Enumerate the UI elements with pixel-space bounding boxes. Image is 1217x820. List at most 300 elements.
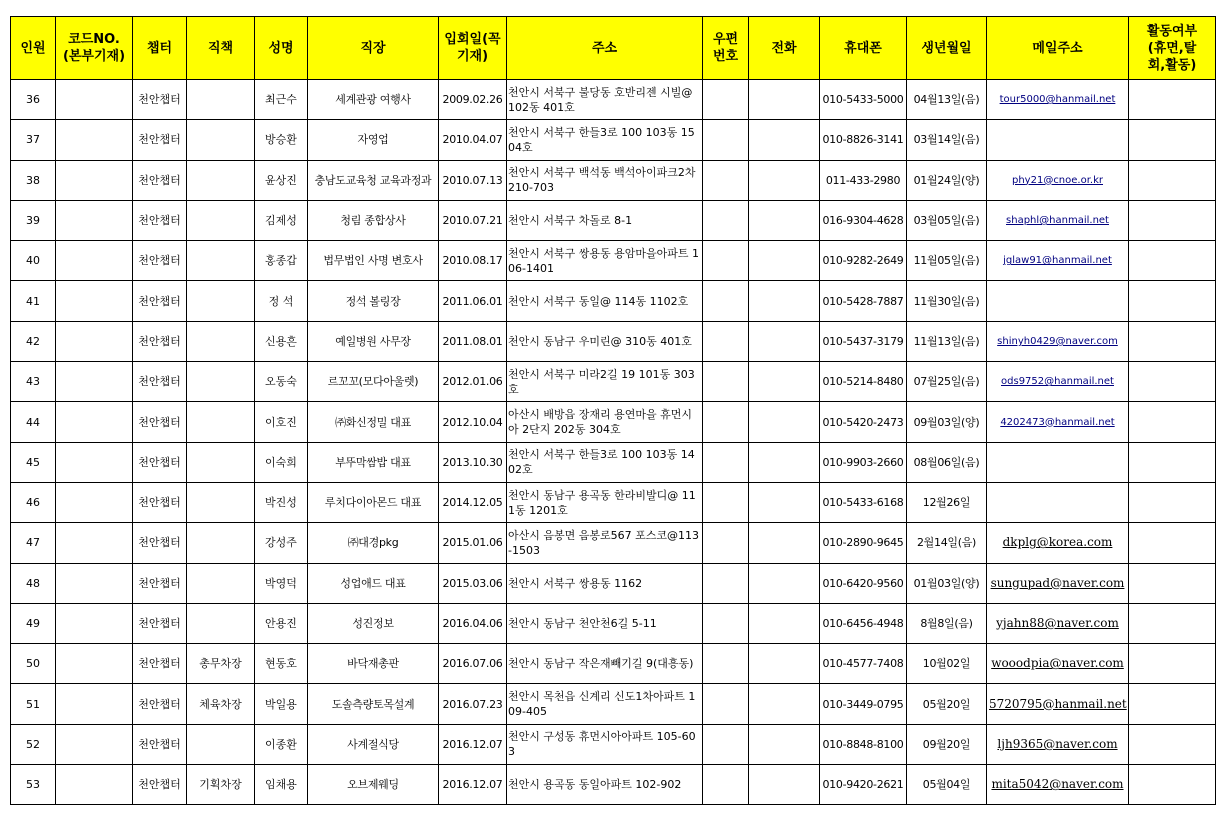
cell-address: 천안시 서북구 한들3로 100 103동 1504호	[507, 120, 703, 160]
cell-name: 박일용	[255, 684, 308, 724]
cell-name: 이숙희	[255, 442, 308, 482]
cell-code	[56, 321, 133, 361]
cell-phone	[749, 80, 820, 120]
cell-name: 김제성	[255, 200, 308, 240]
cell-chapter: 천안챕터	[133, 200, 187, 240]
cell-status	[1129, 160, 1216, 200]
cell-code	[56, 281, 133, 321]
cell-workplace: 예일병원 사무장	[308, 321, 439, 361]
cell-chapter: 천안챕터	[133, 160, 187, 200]
cell-workplace: 성업애드 대표	[308, 563, 439, 603]
cell-chapter: 천안챕터	[133, 241, 187, 281]
cell-workplace: 사계절식당	[308, 724, 439, 764]
cell-status	[1129, 200, 1216, 240]
cell-address: 천안시 서북구 차돌로 8-1	[507, 200, 703, 240]
cell-position	[187, 120, 255, 160]
cell-mobile: 016-9304-4628	[820, 200, 907, 240]
cell-mobile: 010-5433-6168	[820, 482, 907, 522]
cell-postal	[703, 160, 749, 200]
table-row	[11, 120, 1216, 160]
cell-address: 천안시 서북구 백석동 백석아이파크2차 210-703	[507, 160, 703, 200]
email-link[interactable]: yjahn88@naver.com	[996, 616, 1119, 630]
table-body	[11, 80, 1216, 805]
cell-address: 천안시 서북구 쌍용동 1162	[507, 563, 703, 603]
cell-no: 44	[11, 402, 56, 442]
cell-chapter: 천안챕터	[133, 603, 187, 643]
cell-position	[187, 563, 255, 603]
cell-no: 49	[11, 603, 56, 643]
column-header-workplace: 직장	[308, 17, 439, 80]
cell-status	[1129, 442, 1216, 482]
cell-chapter: 천안챕터	[133, 563, 187, 603]
cell-postal	[703, 241, 749, 281]
cell-mobile: 010-9282-2649	[820, 241, 907, 281]
cell-mobile: 010-9903-2660	[820, 442, 907, 482]
cell-joined: 2012.01.06	[439, 362, 507, 402]
cell-email	[987, 724, 1129, 764]
cell-joined: 2015.03.06	[439, 563, 507, 603]
cell-address: 아산시 배방읍 장재리 용연마을 휴먼시아 2단지 202동 304호	[507, 402, 703, 442]
cell-position	[187, 523, 255, 563]
cell-address: 천안시 서북구 동일@ 114동 1102호	[507, 281, 703, 321]
cell-code	[56, 80, 133, 120]
cell-position	[187, 281, 255, 321]
cell-no: 40	[11, 241, 56, 281]
cell-no: 48	[11, 563, 56, 603]
cell-phone	[749, 442, 820, 482]
cell-address: 천안시 동남구 작은재빼기길 9(대흥동)	[507, 644, 703, 684]
cell-code	[56, 523, 133, 563]
cell-birthday: 07월25일(음)	[907, 362, 987, 402]
cell-phone	[749, 724, 820, 764]
cell-name: 이호진	[255, 402, 308, 442]
table-row	[11, 241, 1216, 281]
cell-phone	[749, 321, 820, 361]
column-header-postal: 우편 번호	[703, 17, 749, 80]
cell-status	[1129, 80, 1216, 120]
cell-address: 천안시 동남구 천안천6길 5-11	[507, 603, 703, 643]
cell-email	[987, 442, 1129, 482]
table-row	[11, 402, 1216, 442]
cell-status	[1129, 644, 1216, 684]
cell-no: 42	[11, 321, 56, 361]
column-header-position: 직책	[187, 17, 255, 80]
email-link[interactable]: tour5000@hanmail.net	[999, 94, 1116, 106]
cell-chapter: 천안챕터	[133, 523, 187, 563]
cell-phone	[749, 160, 820, 200]
cell-status	[1129, 281, 1216, 321]
cell-status	[1129, 402, 1216, 442]
cell-phone	[749, 563, 820, 603]
cell-position	[187, 442, 255, 482]
cell-joined: 2010.04.07	[439, 120, 507, 160]
cell-birthday: 05월20일	[907, 684, 987, 724]
cell-code	[56, 563, 133, 603]
cell-name: 윤상진	[255, 160, 308, 200]
cell-phone	[749, 765, 820, 805]
cell-name: 정 석	[255, 281, 308, 321]
cell-joined: 2016.07.23	[439, 684, 507, 724]
cell-name: 박진성	[255, 482, 308, 522]
cell-status	[1129, 563, 1216, 603]
cell-position	[187, 80, 255, 120]
cell-birthday: 01월03일(양)	[907, 563, 987, 603]
cell-email	[987, 321, 1129, 361]
cell-no: 39	[11, 200, 56, 240]
cell-mobile: 010-6420-9560	[820, 563, 907, 603]
cell-mobile: 010-5214-8480	[820, 362, 907, 402]
cell-code	[56, 684, 133, 724]
cell-position	[187, 362, 255, 402]
cell-postal	[703, 362, 749, 402]
cell-position: 총무차장	[187, 644, 255, 684]
cell-workplace: 자영업	[308, 120, 439, 160]
cell-joined: 2010.07.21	[439, 200, 507, 240]
cell-birthday: 11월30일(음)	[907, 281, 987, 321]
cell-no: 43	[11, 362, 56, 402]
cell-postal	[703, 321, 749, 361]
cell-mobile: 011-433-2980	[820, 160, 907, 200]
column-header-code: 코드NO. (본부기재)	[56, 17, 133, 80]
cell-workplace: 도솔측량토목설계	[308, 684, 439, 724]
cell-mobile: 010-4577-7408	[820, 644, 907, 684]
cell-phone	[749, 644, 820, 684]
table-row	[11, 523, 1216, 563]
cell-status	[1129, 241, 1216, 281]
cell-mobile: 010-6456-4948	[820, 603, 907, 643]
column-header-status: 활동여부 (휴면,탈 회,활동)	[1129, 17, 1216, 80]
email-link[interactable]: wooodpia@naver.com	[991, 656, 1124, 671]
cell-code	[56, 120, 133, 160]
cell-workplace: 르꼬꼬(모다아울렛)	[308, 362, 439, 402]
cell-code	[56, 200, 133, 240]
cell-code	[56, 241, 133, 281]
cell-chapter: 천안챕터	[133, 321, 187, 361]
cell-phone	[749, 281, 820, 321]
cell-chapter: 천안챕터	[133, 80, 187, 120]
cell-no: 50	[11, 644, 56, 684]
cell-email	[987, 281, 1129, 321]
cell-workplace: 오브제웨딩	[308, 765, 439, 805]
cell-position	[187, 482, 255, 522]
cell-email	[987, 563, 1129, 603]
cell-joined: 2010.08.17	[439, 241, 507, 281]
cell-name: 현동호	[255, 644, 308, 684]
column-header-joined: 입회일(꼭 기재)	[439, 17, 507, 80]
cell-birthday: 10월02일	[907, 644, 987, 684]
table-row	[11, 603, 1216, 643]
cell-mobile: 010-5433-5000	[820, 80, 907, 120]
column-header-chapter: 챕터	[133, 17, 187, 80]
cell-position	[187, 724, 255, 764]
column-header-no: 인원	[11, 17, 56, 80]
cell-no: 45	[11, 442, 56, 482]
cell-code	[56, 482, 133, 522]
cell-name: 방승환	[255, 120, 308, 160]
column-header-birthday: 생년월일	[907, 17, 987, 80]
table-row	[11, 160, 1216, 200]
cell-position	[187, 241, 255, 281]
cell-joined: 2011.08.01	[439, 321, 507, 361]
cell-birthday: 09월20일	[907, 724, 987, 764]
cell-joined: 2011.06.01	[439, 281, 507, 321]
cell-workplace: 루치다이아몬드 대표	[308, 482, 439, 522]
cell-postal	[703, 120, 749, 160]
cell-phone	[749, 402, 820, 442]
table-row	[11, 442, 1216, 482]
cell-code	[56, 362, 133, 402]
table-row	[11, 80, 1216, 120]
column-header-email: 메일주소	[987, 17, 1129, 80]
cell-mobile: 010-5437-3179	[820, 321, 907, 361]
table-row	[11, 563, 1216, 603]
cell-joined: 2016.04.06	[439, 603, 507, 643]
cell-email	[987, 603, 1129, 643]
cell-phone	[749, 120, 820, 160]
cell-name: 이종환	[255, 724, 308, 764]
cell-email	[987, 402, 1129, 442]
cell-address: 천안시 동남구 용곡동 한라비발디@ 111동 1201호	[507, 482, 703, 522]
cell-chapter: 천안챕터	[133, 402, 187, 442]
cell-joined: 2013.10.30	[439, 442, 507, 482]
email-link[interactable]: ods9752@hanmail.net	[1001, 376, 1114, 388]
table-row	[11, 321, 1216, 361]
email-link[interactable]: 4202473@hanmail.net	[1000, 416, 1115, 428]
cell-birthday: 2월14일(음)	[907, 523, 987, 563]
cell-workplace: 부뚜막쌈밥 대표	[308, 442, 439, 482]
cell-email	[987, 80, 1129, 120]
cell-postal	[703, 523, 749, 563]
cell-postal	[703, 80, 749, 120]
email-link[interactable]: dkplg@korea.com	[1002, 535, 1113, 550]
cell-workplace: 바닥재총판	[308, 644, 439, 684]
cell-birthday: 05월04일	[907, 765, 987, 805]
cell-name: 안용진	[255, 603, 308, 643]
table-row	[11, 765, 1216, 805]
cell-code	[56, 402, 133, 442]
cell-postal	[703, 442, 749, 482]
cell-postal	[703, 724, 749, 764]
cell-email	[987, 523, 1129, 563]
cell-email	[987, 241, 1129, 281]
cell-mobile: 010-2890-9645	[820, 523, 907, 563]
cell-code	[56, 603, 133, 643]
cell-workplace: 충남도교육청 교육과정과	[308, 160, 439, 200]
cell-workplace: 정석 볼링장	[308, 281, 439, 321]
cell-no: 41	[11, 281, 56, 321]
cell-position	[187, 160, 255, 200]
cell-birthday: 04월13일(음)	[907, 80, 987, 120]
cell-postal	[703, 765, 749, 805]
cell-name: 강성주	[255, 523, 308, 563]
cell-joined: 2016.12.07	[439, 765, 507, 805]
cell-birthday: 03월05일(음)	[907, 200, 987, 240]
cell-chapter: 천안챕터	[133, 724, 187, 764]
email-link[interactable]: jglaw91@hanmail.net	[1003, 255, 1112, 267]
header-row	[11, 17, 1216, 80]
cell-birthday: 08월06일(음)	[907, 442, 987, 482]
cell-chapter: 천안챕터	[133, 362, 187, 402]
cell-status	[1129, 765, 1216, 805]
cell-phone	[749, 603, 820, 643]
email-link[interactable]: shinyh0429@naver.com	[997, 335, 1118, 347]
cell-mobile: 010-9420-2621	[820, 765, 907, 805]
cell-address: 천안시 서북구 불당동 호반리젠 시빌@ 102동 401호	[507, 80, 703, 120]
cell-address: 천안시 서북구 미라2길 19 101동 303호	[507, 362, 703, 402]
cell-name: 박영덕	[255, 563, 308, 603]
cell-mobile: 010-8848-8100	[820, 724, 907, 764]
cell-status	[1129, 120, 1216, 160]
cell-no: 47	[11, 523, 56, 563]
cell-email	[987, 362, 1129, 402]
column-header-phone: 전화	[749, 17, 820, 80]
cell-birthday: 01월24일(양)	[907, 160, 987, 200]
cell-workplace: 세계관광 여행사	[308, 80, 439, 120]
cell-joined: 2015.01.06	[439, 523, 507, 563]
cell-position	[187, 200, 255, 240]
cell-no: 52	[11, 724, 56, 764]
cell-chapter: 천안챕터	[133, 482, 187, 522]
table-row	[11, 644, 1216, 684]
cell-phone	[749, 482, 820, 522]
cell-address: 천안시 목천읍 신계리 신도1차아파트 109-405	[507, 684, 703, 724]
cell-address: 천안시 동남구 우미린@ 310동 401호	[507, 321, 703, 361]
cell-name: 최근수	[255, 80, 308, 120]
cell-no: 36	[11, 80, 56, 120]
cell-code	[56, 765, 133, 805]
cell-postal	[703, 281, 749, 321]
cell-status	[1129, 684, 1216, 724]
email-link[interactable]: shaphl@hanmail.net	[1006, 215, 1109, 227]
cell-chapter: 천안챕터	[133, 684, 187, 724]
cell-status	[1129, 523, 1216, 563]
cell-phone	[749, 200, 820, 240]
cell-phone	[749, 523, 820, 563]
cell-no: 51	[11, 684, 56, 724]
cell-mobile: 010-8826-3141	[820, 120, 907, 160]
cell-email	[987, 684, 1129, 724]
cell-postal	[703, 644, 749, 684]
cell-no: 38	[11, 160, 56, 200]
cell-email	[987, 644, 1129, 684]
cell-mobile: 010-5420-2473	[820, 402, 907, 442]
cell-birthday: 09월03일(양)	[907, 402, 987, 442]
cell-birthday: 8월8일(음)	[907, 603, 987, 643]
table-row	[11, 200, 1216, 240]
cell-birthday: 11월13일(음)	[907, 321, 987, 361]
cell-email	[987, 200, 1129, 240]
cell-position	[187, 603, 255, 643]
email-link[interactable]: mita5042@naver.com	[991, 777, 1124, 792]
cell-code	[56, 644, 133, 684]
cell-mobile: 010-5428-7887	[820, 281, 907, 321]
cell-position	[187, 402, 255, 442]
cell-address: 천안시 구성동 휴먼시아아파트 105-603	[507, 724, 703, 764]
cell-code	[56, 724, 133, 764]
cell-joined: 2010.07.13	[439, 160, 507, 200]
cell-name: 신용흔	[255, 321, 308, 361]
table-row	[11, 281, 1216, 321]
cell-chapter: 천안챕터	[133, 442, 187, 482]
cell-status	[1129, 321, 1216, 361]
email-link[interactable]: ljh9365@naver.com	[997, 736, 1118, 751]
cell-no: 37	[11, 120, 56, 160]
cell-phone	[749, 241, 820, 281]
cell-workplace: 청림 종합상사	[308, 200, 439, 240]
cell-chapter: 천안챕터	[133, 120, 187, 160]
cell-code	[56, 442, 133, 482]
cell-email	[987, 160, 1129, 200]
email-link[interactable]: phy21@cnoe.or.kr	[1011, 174, 1103, 186]
cell-workplace: 법무법인 사명 변호사	[308, 241, 439, 281]
cell-mobile: 010-3449-0795	[820, 684, 907, 724]
cell-birthday: 11월05일(음)	[907, 241, 987, 281]
cell-email	[987, 765, 1129, 805]
cell-status	[1129, 362, 1216, 402]
cell-birthday: 03월14일(음)	[907, 120, 987, 160]
cell-status	[1129, 603, 1216, 643]
cell-status	[1129, 482, 1216, 522]
cell-workplace: ㈜화신정밀 대표	[308, 402, 439, 442]
cell-no: 46	[11, 482, 56, 522]
email-link[interactable]: sungupad@naver.com	[990, 575, 1125, 590]
cell-joined: 2016.07.06	[439, 644, 507, 684]
cell-chapter: 천안챕터	[133, 765, 187, 805]
table-row	[11, 724, 1216, 764]
table-row	[11, 684, 1216, 724]
cell-postal	[703, 482, 749, 522]
column-header-name: 성명	[255, 17, 308, 80]
cell-workplace: ㈜대경pkg	[308, 523, 439, 563]
cell-phone	[749, 684, 820, 724]
column-header-mobile: 휴대폰	[820, 17, 907, 80]
cell-birthday: 12월26일	[907, 482, 987, 522]
column-header-address: 주소	[507, 17, 703, 80]
cell-postal	[703, 402, 749, 442]
cell-name: 임채용	[255, 765, 308, 805]
email-link[interactable]: 5720795@hanmail.net	[989, 696, 1127, 711]
cell-position	[187, 321, 255, 361]
cell-joined: 2016.12.07	[439, 724, 507, 764]
cell-workplace: 성진정보	[308, 603, 439, 643]
cell-address: 천안시 서북구 한들3로 100 103동 1402호	[507, 442, 703, 482]
cell-chapter: 천안챕터	[133, 644, 187, 684]
cell-email	[987, 482, 1129, 522]
cell-email	[987, 120, 1129, 160]
cell-address: 아산시 음봉면 음봉로567 포스코@113-1503	[507, 523, 703, 563]
cell-address: 천안시 서북구 쌍용동 용암마을아파트 106-1401	[507, 241, 703, 281]
cell-position: 체육차장	[187, 684, 255, 724]
cell-chapter: 천안챕터	[133, 281, 187, 321]
cell-phone	[749, 362, 820, 402]
member-roster-table	[10, 16, 1216, 805]
cell-joined: 2014.12.05	[439, 482, 507, 522]
table-row	[11, 482, 1216, 522]
cell-name: 오동숙	[255, 362, 308, 402]
cell-postal	[703, 563, 749, 603]
cell-no: 53	[11, 765, 56, 805]
cell-joined: 2012.10.04	[439, 402, 507, 442]
cell-postal	[703, 684, 749, 724]
cell-status	[1129, 724, 1216, 764]
cell-position: 기획차장	[187, 765, 255, 805]
cell-joined: 2009.02.26	[439, 80, 507, 120]
cell-code	[56, 160, 133, 200]
cell-name: 홍종갑	[255, 241, 308, 281]
cell-postal	[703, 603, 749, 643]
table-row	[11, 362, 1216, 402]
cell-postal	[703, 200, 749, 240]
